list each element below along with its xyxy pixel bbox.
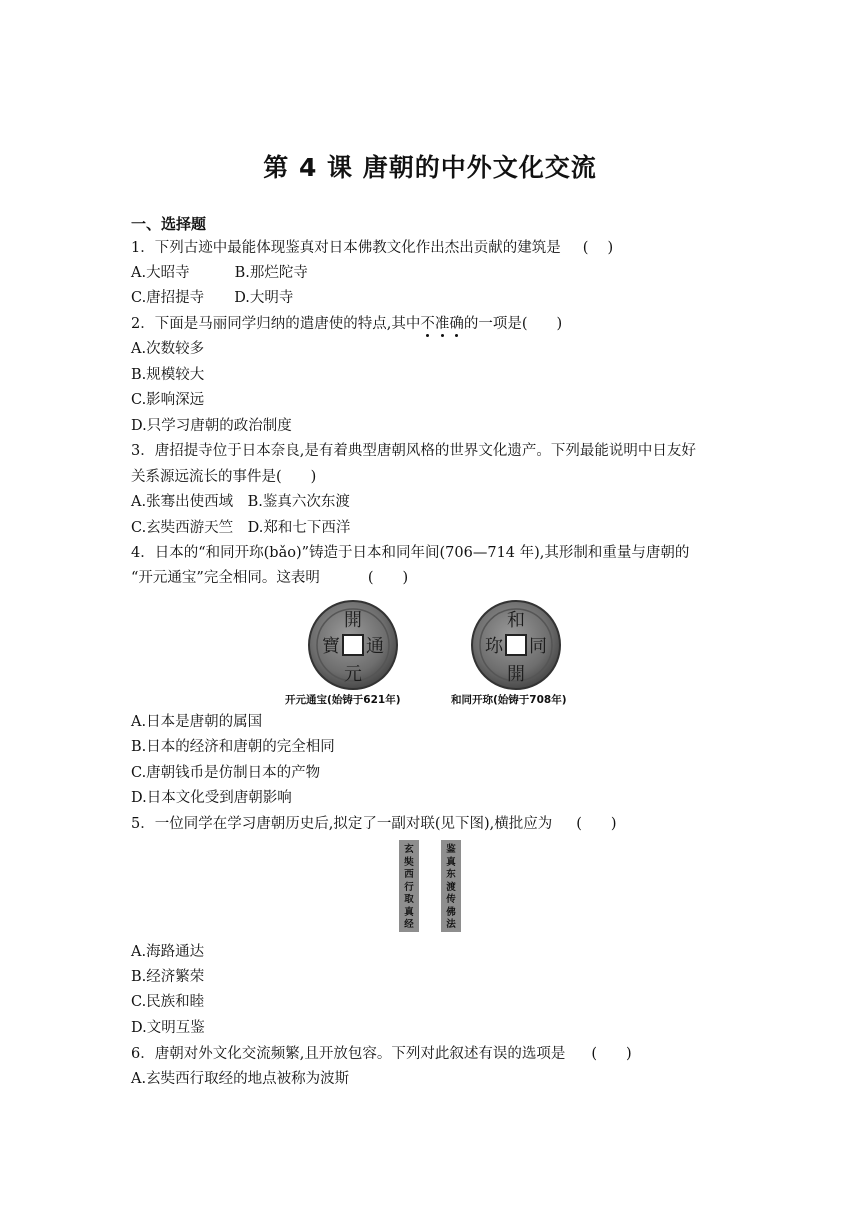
question-4-stem-line-2 [131,568,408,588]
question-3-stem-line-2: 关系源远流长的事件是( ) [131,469,317,485]
question-2-option-c: C.影响深远 [131,392,205,408]
question-6-text: 6．唐朝对外文化交流频繁,且开放包容。下列对此叙述有误的选项是 [131,1046,566,1062]
question-1-option-a: A.大昭寺 [131,265,190,281]
question-6-paren: ( ) [591,1046,632,1062]
question-5-option-d: D.文明互鉴 [131,1020,205,1036]
question-2-text-post: 的一项是( ) [463,316,563,332]
question-2-option-b: B.规模较大 [131,367,205,383]
coin-2-caption: 和同开珎(始铸于708年) [451,694,567,706]
question-1-option-b: B.那烂陀寺 [234,265,308,281]
question-5-paren: ( ) [576,816,617,832]
coin-char: 和 [507,610,525,631]
question-5-text: 5．一位同学在学习唐朝历史后,拟定了一副对联(见下图),横批应为 [131,816,553,832]
couplet-char: 真 [446,856,456,868]
question-4-option-d: D.日本文化受到唐朝影响 [131,790,292,806]
couplet-char: 东 [446,869,456,880]
couplet-char: 玄 [404,844,414,855]
couplet-left-scroll [399,840,419,932]
couplet-char: 西 [404,869,414,880]
coins-figure [298,600,598,690]
question-5-stem [131,814,617,834]
question-1-options-cd [131,288,293,308]
couplet-char: 渡 [446,881,456,893]
couplet-char: 取 [404,894,414,905]
question-4-option-b: B.日本的经济和唐朝的完全相同 [131,739,335,755]
wado-kaichin-coin [472,601,560,689]
couplet-char: 传 [446,894,456,905]
coin-char: 開 [507,664,525,685]
couplet-char: 法 [446,919,456,930]
coin-1-caption: 开元通宝(始铸于621年) [285,694,401,706]
question-3-options-ab: A.张骞出使西域 B.鉴真六次东渡 [131,494,350,510]
section-heading: 一、选择题 [131,215,207,233]
question-6-option-a: A.玄奘西行取经的地点被称为波斯 [131,1071,350,1087]
question-6-stem [131,1044,632,1064]
question-2-emphasis [420,316,464,332]
question-4-paren: ( ) [367,570,409,586]
question-4-option-a: A.日本是唐朝的属国 [131,714,263,730]
couplet-char: 行 [404,881,414,893]
question-4-text: “开元通宝”完全相同。这表明 [131,570,320,586]
emphasis-char: 确 [449,316,464,332]
kaiyuan-tongbao-coin [309,601,397,689]
question-1-text: 1．下列古迹中最能体现鉴真对日本佛教文化作出杰出贡献的建筑是 [131,240,561,256]
question-5-option-c: C.民族和睦 [131,994,205,1010]
question-1-paren: ( ) [582,240,614,256]
coin-char: 開 [344,610,362,631]
page-title: 第 4 课 唐朝的中外文化交流 [263,153,597,182]
coin-char: 同 [529,636,547,657]
couplet-char: 鉴 [446,844,456,855]
question-5-option-a: A.海路通达 [131,944,205,960]
question-1-option-c: C.唐招提寺 [131,290,205,306]
question-3-options-cd: C.玄奘西游天竺 D.郑和七下西洋 [131,520,351,536]
question-2-text-pre: 2．下面是马丽同学归纳的遣唐使的特点,其中 [131,316,421,332]
question-2-option-d: D.只学习唐朝的政治制度 [131,418,292,434]
question-1-options-ab [131,263,308,283]
question-5-option-b: B.经济繁荣 [131,969,205,985]
question-1-stem [131,238,613,258]
emphasis-char: 准 [434,316,450,332]
couplet-char: 经 [404,919,414,930]
coin-char: 元 [344,664,362,685]
question-2-stem [131,314,562,334]
coin-char: 通 [366,636,384,657]
coin-char: 珎 [485,636,503,657]
coin-char: 寶 [322,636,340,657]
couplet-char: 真 [404,906,414,918]
question-3-stem-line-1: 3．唐招提寺位于日本奈良,是有着典型唐朝风格的世界文化遗产。下列最能说明中日友好 [131,443,696,459]
couplet-char: 佛 [446,906,456,918]
couplet-right-scroll [441,840,461,932]
question-4-stem-line-1: 4．日本的“和同开珎(bǎo)”铸造于日本和同年间(706—714 年),其形制和重量与唐朝的 [131,545,690,561]
question-1-option-d: D.大明寺 [234,290,294,306]
question-4-option-c: C.唐朝钱币是仿制日本的产物 [131,765,321,781]
emphasis-char: 不 [420,316,435,332]
question-2-option-a: A.次数较多 [131,341,205,357]
couplet-char: 奘 [404,856,414,868]
